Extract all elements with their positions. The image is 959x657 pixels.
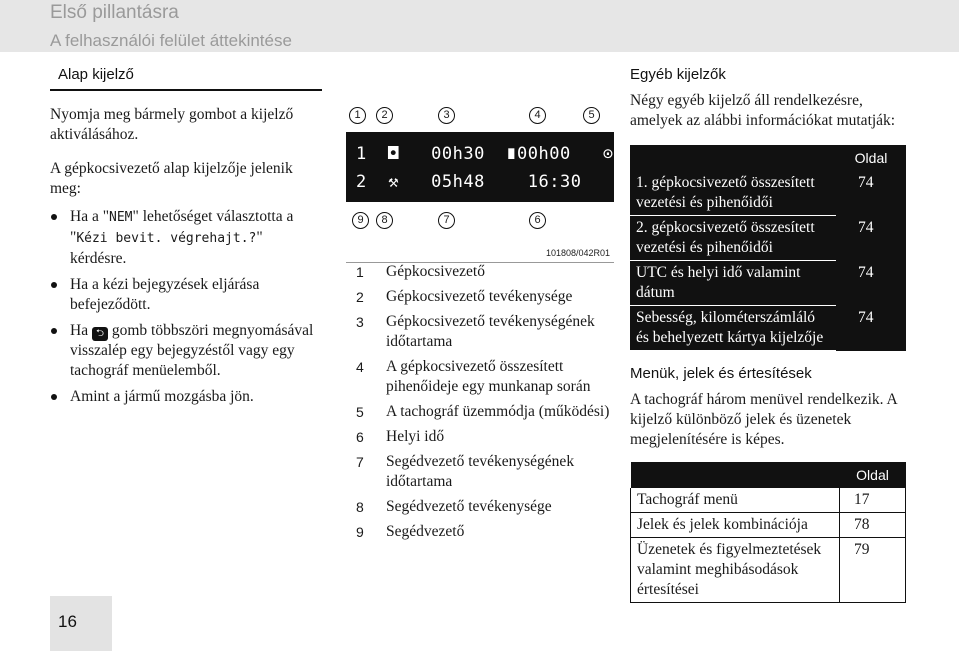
list-item (50, 207, 322, 269)
table-cell-page: 74 (836, 261, 906, 306)
legend-item (346, 287, 614, 307)
legend-item (346, 452, 614, 492)
table-cell-label: 1. gépkocsivezető összesített vezetési és pihenőidői (630, 171, 836, 216)
table-cell-label: 2. gépkocsivezető összesített vezetési és pihenőidői (630, 216, 836, 261)
legend-item (346, 262, 614, 282)
table-cell-page: 74 (836, 306, 906, 351)
bullet-icon (51, 394, 57, 400)
legend-text: A tachográf üzemmódja (működési) (386, 403, 610, 420)
paragraph-other-displays: Négy egyéb kijelző áll rendelkezésre, amelyek az alábbi információkat mutatják: (630, 92, 896, 129)
table-cell-page: 79 (840, 538, 906, 603)
legend-number: 4 (356, 359, 364, 375)
chapter-subtitle: A felhasználói felület áttekintése (50, 31, 292, 50)
callout-7: 7 (438, 212, 455, 229)
table-header-page: Oldal (836, 145, 906, 171)
legend-text: Gépkocsivezető tevékenységének időtartama (386, 313, 595, 350)
bullet-icon (51, 328, 57, 334)
legend-number: 7 (356, 454, 364, 470)
list-item (50, 275, 322, 315)
paragraph-activate: Nyomja meg bármely gombot a kijelző aktiválásához. (50, 106, 294, 143)
legend-text: Segédvezető tevékenysége (386, 498, 552, 515)
table-cell-label: Jelek és jelek kombinációja (631, 513, 840, 538)
bullet-text: gomb többszöri megnyomásával visszalép egy bejegyzéstől vagy egy tachográf menüelemből. (70, 322, 314, 379)
table-row (630, 216, 906, 261)
legend-text: A gépkocsivezető összesített pihenőideje egy munkanap során (386, 358, 591, 395)
paragraph-driver-display: A gépkocsivezető alap kijelzője jelenik meg: (50, 160, 293, 197)
table-cell-page: 74 (836, 171, 906, 216)
lcd-row-driver2: 2 ⚒ 05h48 16:30 (356, 172, 582, 192)
callout-5: 5 (583, 107, 600, 124)
section-title-basic-display: Alap kijelző (50, 66, 322, 91)
table-header-blank (631, 462, 840, 488)
right-column (630, 66, 906, 603)
callout-2: 2 (376, 107, 393, 124)
section-title-menus: Menük, jelek és értesítések (630, 365, 812, 382)
legend-list (346, 262, 614, 547)
callout-6: 6 (529, 212, 546, 229)
bullet-text: Ha a " (70, 208, 110, 225)
page-header (0, 0, 959, 52)
left-column (50, 66, 322, 413)
legend-text: Segédvezető tevékenységének időtartama (386, 453, 575, 490)
callout-8: 8 (376, 212, 393, 229)
legend-item (346, 402, 614, 422)
legend-number: 8 (356, 499, 364, 515)
paragraph-menus: A tachográf három menüvel rendelkezik. A kijelző különböző jelek és üzenetek megjelenítésére is képes. (630, 391, 897, 448)
section-title-other-displays: Egyéb kijelzők (630, 66, 726, 83)
condition-list (50, 207, 322, 407)
bullet-text: " kérdésre. (70, 229, 263, 267)
table-cell-page: 78 (840, 513, 906, 538)
callout-4: 4 (529, 107, 546, 124)
diagram-callouts (346, 96, 614, 266)
table-row (631, 488, 906, 513)
table-row (630, 261, 906, 306)
bullet-text: " lehetőséget választotta a " (70, 208, 294, 246)
table-row (631, 538, 906, 603)
callout-3: 3 (438, 107, 455, 124)
other-displays-table (630, 145, 906, 351)
page-number-box (50, 596, 112, 651)
table-cell-page: 17 (840, 488, 906, 513)
legend-text: Helyi idő (386, 428, 445, 445)
table-row (630, 171, 906, 216)
table-header-blank (630, 145, 836, 171)
legend-text: Gépkocsivezető (386, 263, 485, 280)
lcd-display (346, 132, 614, 202)
bullet-text: Ha (70, 322, 89, 339)
chapter-title: Első pillantásra (50, 2, 179, 23)
legend-item (346, 497, 614, 517)
legend-item (346, 522, 614, 542)
display-text-manual-entry: Kézi bevit. végrehajt.? (76, 231, 257, 246)
lcd-row-driver1: 1 ◘ 00h30 ∎00h00 ⊙ (356, 144, 614, 164)
table-cell-label: Sebesség, kilométerszámláló és behelyezett kártya kijelzője (630, 306, 836, 351)
page-number: 16 (58, 612, 77, 631)
table-cell-page: 74 (836, 216, 906, 261)
bullet-text: Amint a jármű mozgásba jön. (70, 388, 254, 405)
callout-9: 9 (352, 212, 369, 229)
back-key-icon: ⮌ (92, 327, 108, 341)
bullet-icon (51, 214, 57, 220)
legend-number: 2 (356, 289, 364, 305)
table-cell-label: UTC és helyi idő valamint dátum (630, 261, 836, 306)
table-cell-label: Tachográf menü (631, 488, 840, 513)
legend-item (346, 312, 614, 352)
legend-number: 5 (356, 404, 364, 420)
legend-number: 6 (356, 429, 364, 445)
legend-number: 3 (356, 314, 364, 330)
legend-item (346, 357, 614, 397)
list-item (50, 321, 322, 381)
image-reference: 101808/042R01 (545, 248, 610, 258)
menus-table (630, 462, 906, 603)
table-row (630, 306, 906, 351)
bullet-icon (51, 282, 57, 288)
legend-number: 9 (356, 524, 364, 540)
list-item (50, 387, 322, 407)
callout-1: 1 (349, 107, 366, 124)
legend-item (346, 427, 614, 447)
table-header-page: Oldal (840, 462, 906, 488)
legend-text: Segédvezető (386, 523, 465, 540)
display-text-no: NEM (109, 210, 133, 225)
bullet-text: Ha a kézi bejegyzések eljárása befejeződött. (70, 276, 260, 313)
legend-text: Gépkocsivezető tevékenysége (386, 288, 573, 305)
table-cell-label: Üzenetek és figyelmeztetések valamint meghibásodások értesítései (631, 538, 840, 603)
legend-number: 1 (356, 264, 364, 280)
display-diagram (346, 96, 614, 266)
table-row (631, 513, 906, 538)
